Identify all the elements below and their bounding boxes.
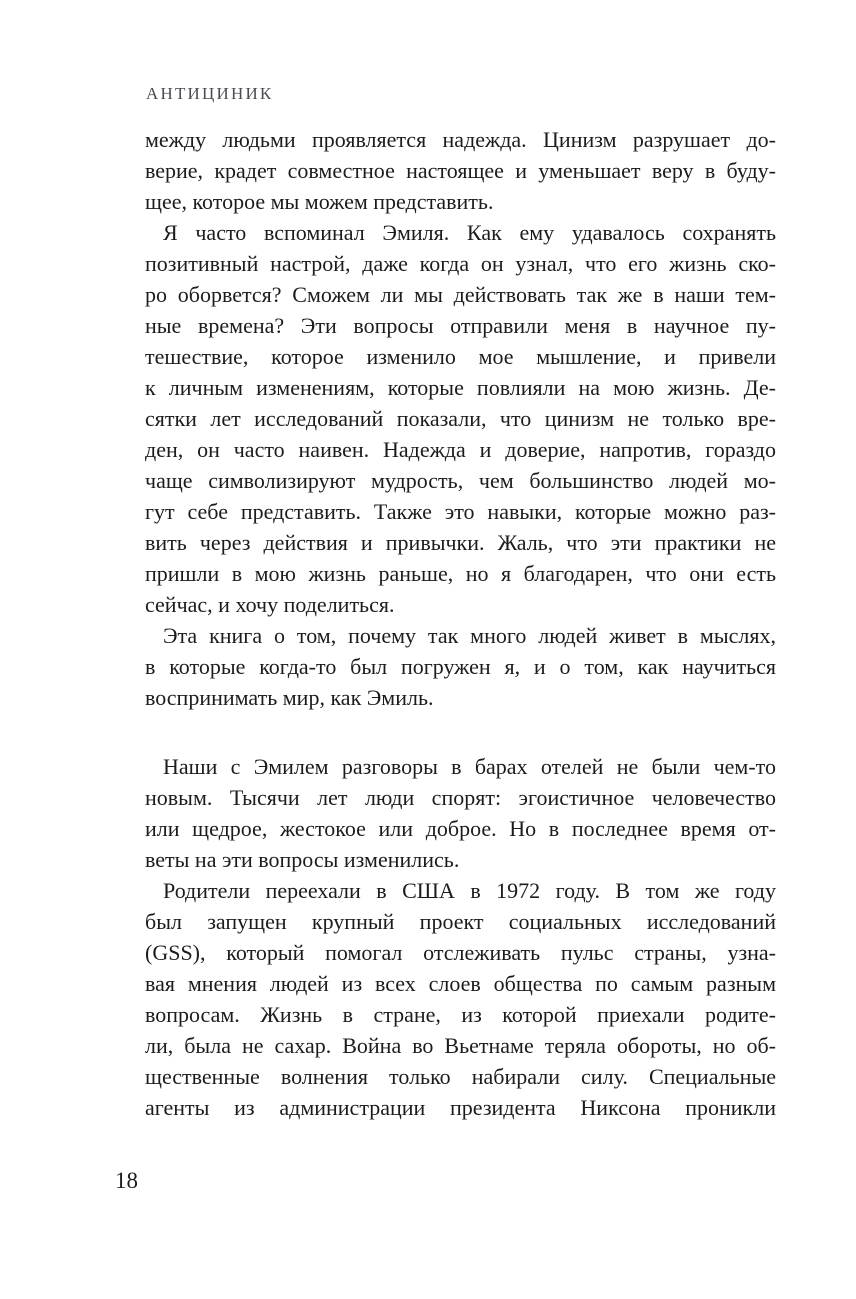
section-break: [145, 713, 776, 751]
text-line: сейчас, и хочу поделиться.: [145, 592, 395, 617]
page-number: 18: [115, 1168, 138, 1193]
text-line: Родители переехали в США в 1972 году. В том же году: [163, 878, 776, 903]
text-line: гут себе представить. Также это навыки, которые можно раз-: [145, 499, 776, 524]
text-line: был запущен крупный проект социальных исследований: [145, 909, 776, 934]
text-line: веты на эти вопросы изменились.: [145, 847, 460, 872]
running-header: АНТИЦИНИК: [146, 84, 274, 103]
text-line: между людьми проявляется надежда. Цинизм разрушает до-: [145, 127, 776, 152]
paragraph: [145, 751, 776, 875]
text-line: ро оборвется? Сможем ли мы действовать так же в наши тем-: [145, 282, 776, 307]
paragraph: [145, 620, 776, 713]
text-line: Эта книга о том, почему так много людей живет в мыслях,: [163, 623, 776, 648]
text-line: ные времена? Эти вопросы отправили меня в научное пу-: [145, 313, 776, 338]
text-line: ли, была не сахар. Война во Вьетнаме теряла обороты, но об-: [145, 1033, 776, 1058]
text-line: тешествие, которое изменило мое мышление, и привели: [145, 344, 776, 369]
paragraph: [145, 217, 776, 620]
text-line: Наши с Эмилем разговоры в барах отелей не были чем-то: [163, 754, 776, 779]
text-line: щее, которое мы можем представить.: [145, 189, 494, 214]
text-line: (GSS), который помогал отслеживать пульс страны, узна-: [145, 940, 776, 965]
text-line: вопросам. Жизнь в стране, из которой приехали родите-: [145, 1002, 776, 1027]
text-line: в которые когда-то был погружен я, и о том, как научиться: [145, 654, 776, 679]
paragraph: [145, 124, 776, 217]
text-line: воспринимать мир, как Эмиль.: [145, 685, 434, 710]
text-line: верие, крадет совместное настоящее и уменьшает веру в буду-: [145, 158, 776, 183]
text-line: агенты из администрации президента Никсона проникли: [145, 1095, 776, 1120]
paragraph: [145, 875, 776, 1123]
text-line: вая мнения людей из всех слоев общества по самым разным: [145, 971, 776, 996]
text-line: к личным изменениям, которые повлияли на мою жизнь. Де-: [145, 375, 776, 400]
text-line: позитивный настрой, даже когда он узнал, что его жизнь ско-: [145, 251, 776, 276]
text-line: Я часто вспоминал Эмиля. Как ему удавалось сохранять: [163, 220, 776, 245]
text-line: сятки лет исследований показали, что цинизм не только вре-: [145, 406, 776, 431]
text-line: или щедрое, жестокое или доброе. Но в последнее время от-: [145, 816, 776, 841]
text-line: пришли в мою жизнь раньше, но я благодарен, что они есть: [145, 561, 776, 586]
text-line: новым. Тысячи лет люди спорят: эгоистичное человечество: [145, 785, 776, 810]
text-line: вить через действия и привычки. Жаль, что эти практики не: [145, 530, 776, 555]
body-text: [145, 124, 776, 1123]
text-line: щественные волнения только набирали силу. Специальные: [145, 1064, 776, 1089]
text-line: чаще символизируют мудрость, чем большинство людей мо-: [145, 468, 776, 493]
text-line: ден, он часто наивен. Надежда и доверие, напротив, гораздо: [145, 437, 776, 462]
